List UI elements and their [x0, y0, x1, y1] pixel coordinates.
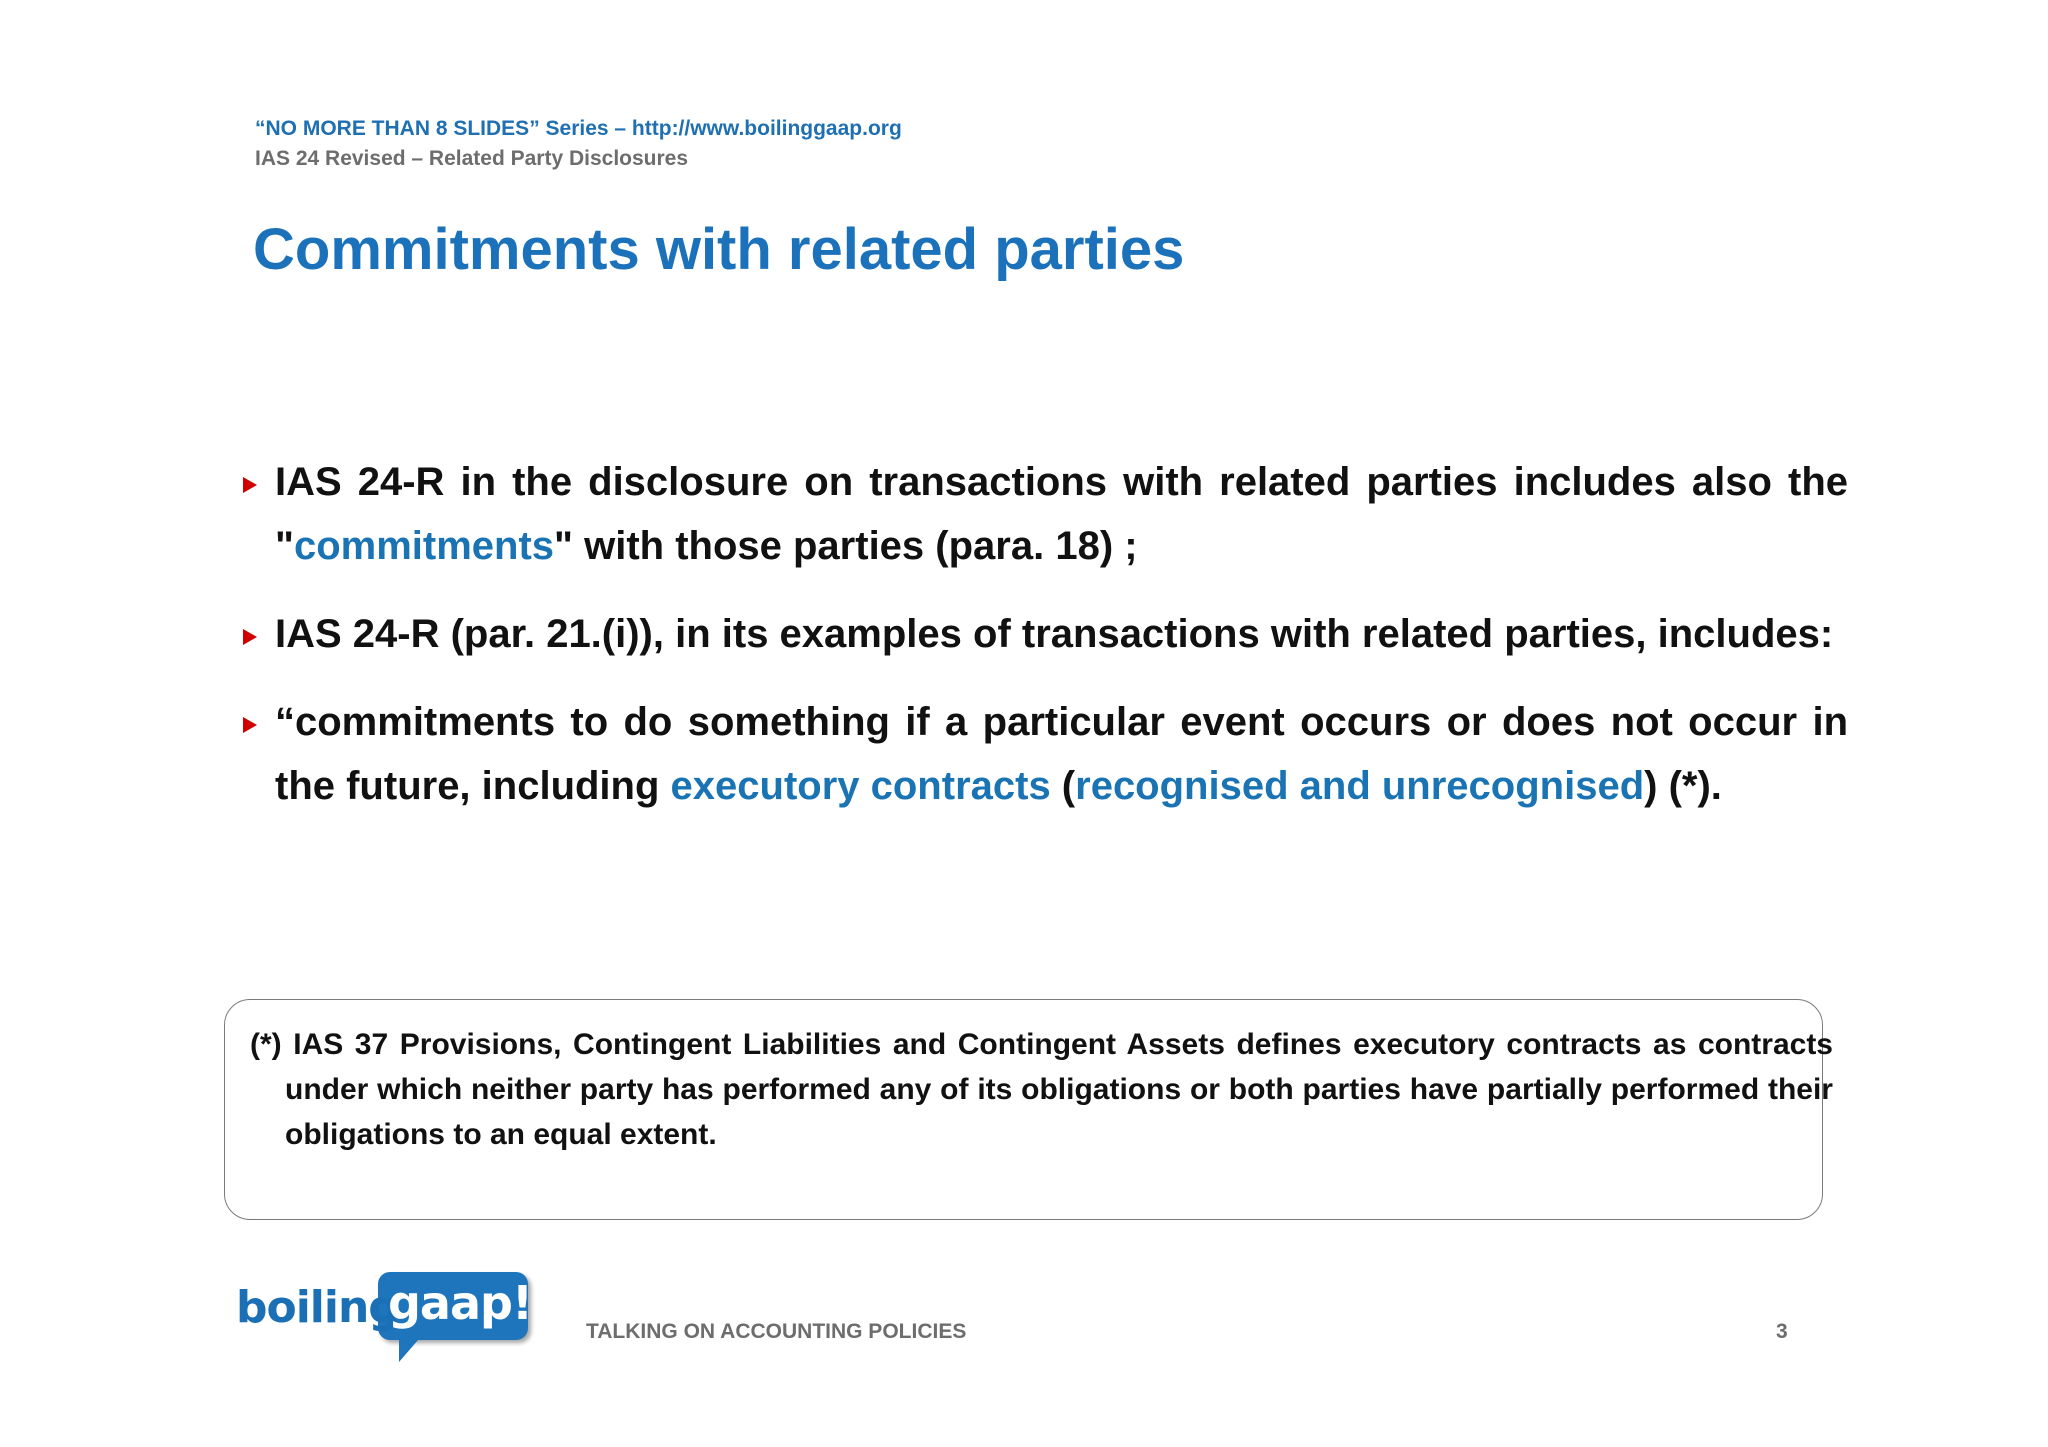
- footer-tagline: TALKING ON ACCOUNTING POLICIES: [586, 1320, 967, 1343]
- highlighted-term: recognised and unrecognised: [1075, 764, 1645, 808]
- series-header: “NO MORE THAN 8 SLIDES” Series – http://www.boilinggaap.org: [255, 117, 902, 140]
- document-subtitle: IAS 24 Revised – Related Party Disclosures: [255, 147, 689, 170]
- bullet-text: ) (*).: [1644, 764, 1722, 808]
- bullet-item-3: [243, 690, 1848, 818]
- page-number: 3: [1776, 1320, 1788, 1343]
- bullet-text: IAS 24-R in the disclosure on transactions with related parties includes also the ": [275, 460, 1848, 568]
- triangle-bullet-icon: [243, 629, 257, 645]
- bullet-list: [243, 450, 1848, 818]
- speech-bubble-tail: [399, 1332, 425, 1362]
- bullet-item-1: [243, 450, 1848, 578]
- footnote-text: (*) IAS 37 Provisions, Contingent Liabilities and Contingent Assets defines executory contracts as contracts under which neither party has performed any of its obligations or both parties have partially performed their obligations to an equal extent.: [250, 1028, 1833, 1151]
- bullet-item-2: [243, 602, 1848, 666]
- bullet-text: (: [1050, 764, 1076, 808]
- bullet-text: “commitments to do something if a particular event occurs or does not occur in the future, including: [275, 700, 1848, 808]
- bullet-text: IAS 24-R (par. 21.(i)), in its examples of transactions with related parties, includes:: [275, 612, 1834, 656]
- bullet-text: " with those parties (para. 18) ;: [554, 524, 1138, 568]
- logo-text-right: gaap!: [388, 1276, 532, 1330]
- boilinggaap-logo: [236, 1270, 536, 1370]
- page-title: Commitments with related parties: [253, 217, 1185, 282]
- logo-text-left: boiling: [236, 1282, 399, 1333]
- triangle-bullet-icon: [243, 477, 257, 493]
- highlighted-term: executory contracts: [670, 764, 1051, 808]
- triangle-bullet-icon: [243, 717, 257, 733]
- highlighted-term: commitments: [293, 524, 555, 568]
